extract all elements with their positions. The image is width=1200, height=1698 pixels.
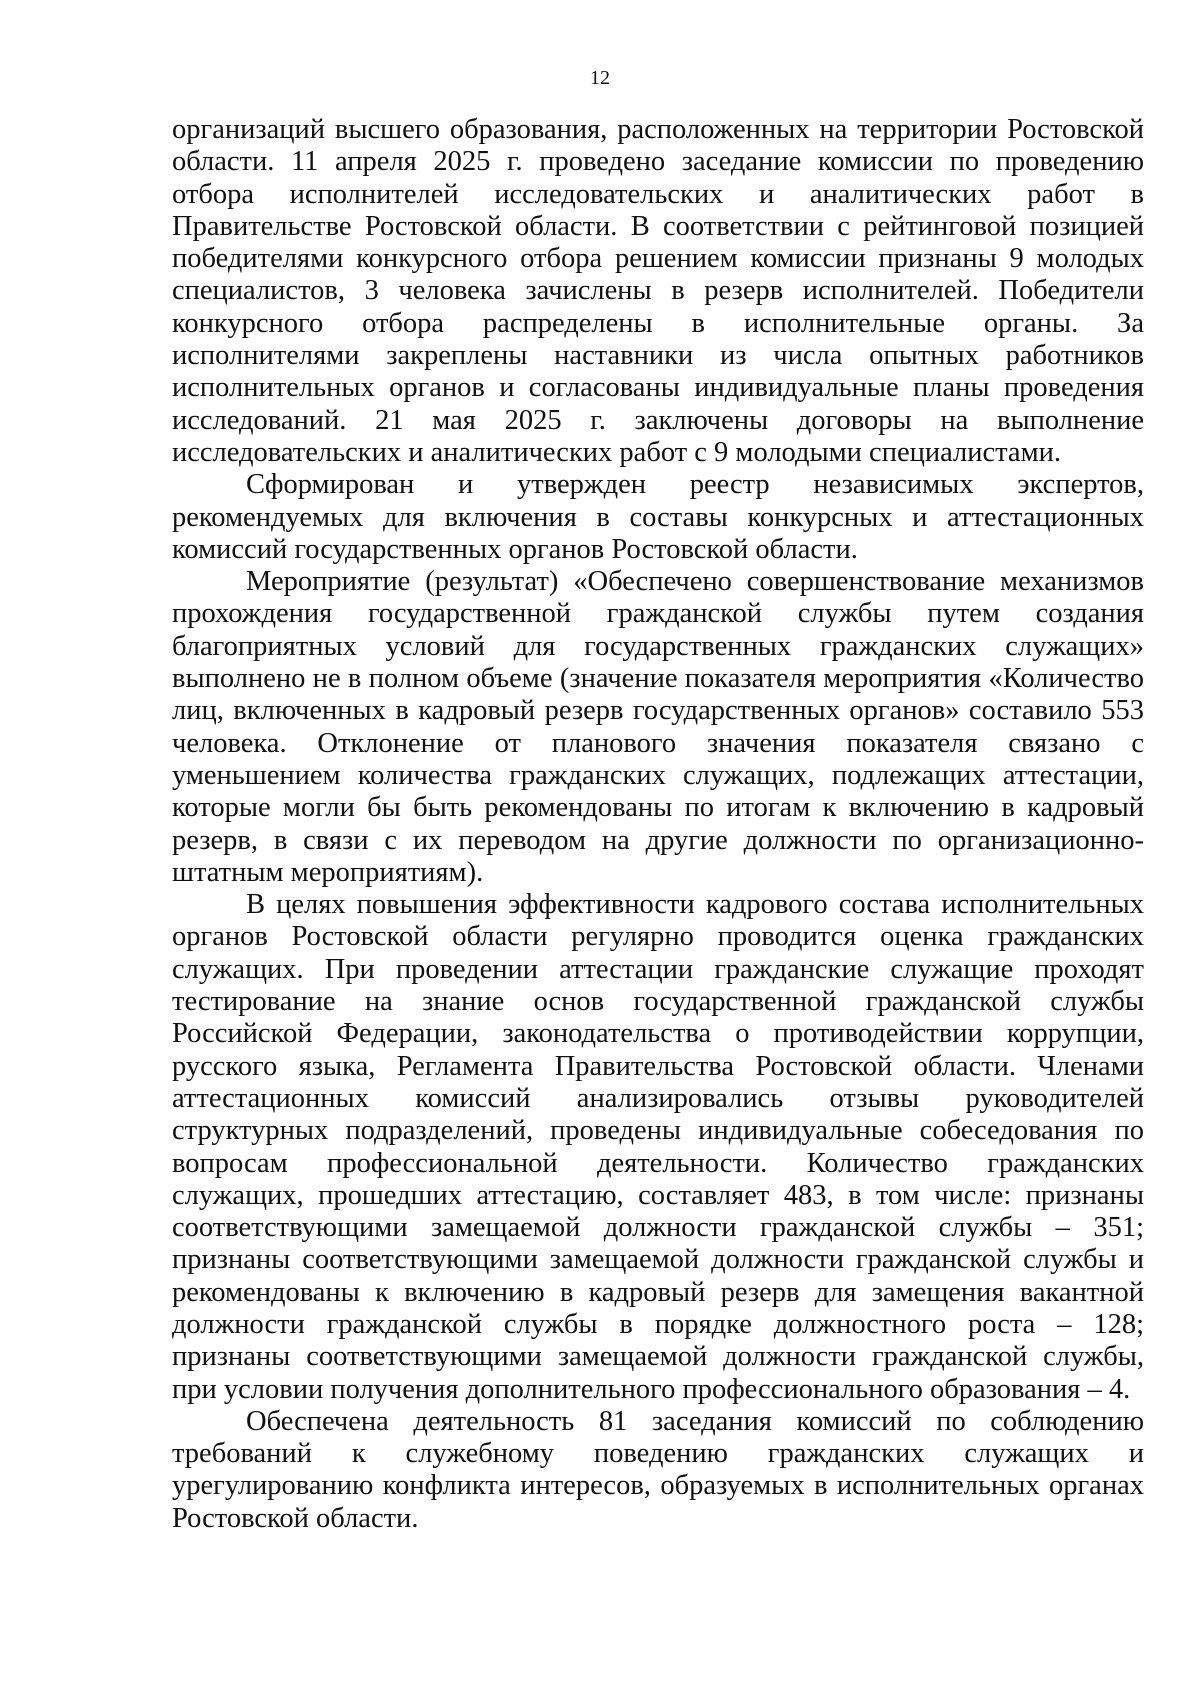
paragraph-civil-service-measure: Мероприятие (результат) «Обеспечено совершенствование механизмов прохождения государственной гражданской службы путем создания благоприятных условий для государственных гражданских служащих» выполнено не в полном объеме (значение показателя мероприятия «Количество лиц, включенных в кадровый резерв государственных органов» составило 553 человека. Отклонение от планового значения показателя связано с уменьшением количества гражданских служащих, подлежащих аттестации, которые могли бы быть рекомендованы по итогам к включению в кадровый резерв, в связи с их переводом на другие должности по организационно-штатным мероприятиям).	[172, 566, 1144, 888]
paragraph-expert-registry: Сформирован и утвержден реестр независимых экспертов, рекомендуемых для включения в составы конкурсных и аттестационных комиссий государственных органов Ростовской области.	[172, 469, 1144, 565]
paragraph-attestation: В целях повышения эффективности кадрового состава исполнительных органов Ростовской области регулярно проводится оценка гражданских служащих. При проведении аттестации гражданские служащие проходят тестирование на знание основ государственной гражданской службы Российской Федерации, законодательства о противодействии коррупции, русского языка, Регламента Правительства Ростовской области. Членами аттестационных комиссий анализировались отзывы руководителей структурных подразделений, проведены индивидуальные собеседования по вопросам профессиональной деятельности. Количество гражданских служащих, прошедших аттестацию, составляет 483, в том числе: признаны соответствующими замещаемой должности гражданской службы – 351; признаны соответствующими замещаемой должности гражданской службы и рекомендованы к включению в кадровый резерв для замещения вакантной должности гражданской службы в порядке должностного роста – 128; признаны соответствующими замещаемой должности гражданской службы, при условии получения дополнительного профессионального образования – 4.	[172, 889, 1144, 1405]
page-number: 12	[590, 67, 610, 89]
document-body	[172, 114, 1144, 1535]
paragraph-university-selection: организаций высшего образования, расположенных на территории Ростовской области. 11 апреля 2025 г. проведено заседание комиссии по проведению отбора исполнителей исследовательских и аналитических работ в Правительстве Ростовской области. В соответствии с рейтинговой позицией победителями конкурсного отбора решением комиссии признаны 9 молодых специалистов, 3 человека зачислены в резерв исполнителей. Победители конкурсного отбора распределены в исполнительные органы. За исполнителями закреплены наставники из числа опытных работников исполнительных органов и согласованы индивидуальные планы проведения исследований. 21 мая 2025 г. заключены договоры на выполнение исследовательских и аналитических работ с 9 молодыми специалистами.	[172, 114, 1144, 468]
paragraph-conduct-commissions: Обеспечена деятельность 81 заседания комиссий по соблюдению требований к служебному поведению гражданских служащих и урегулированию конфликта интересов, образуемых в исполнительных органах Ростовской области.	[172, 1405, 1144, 1534]
